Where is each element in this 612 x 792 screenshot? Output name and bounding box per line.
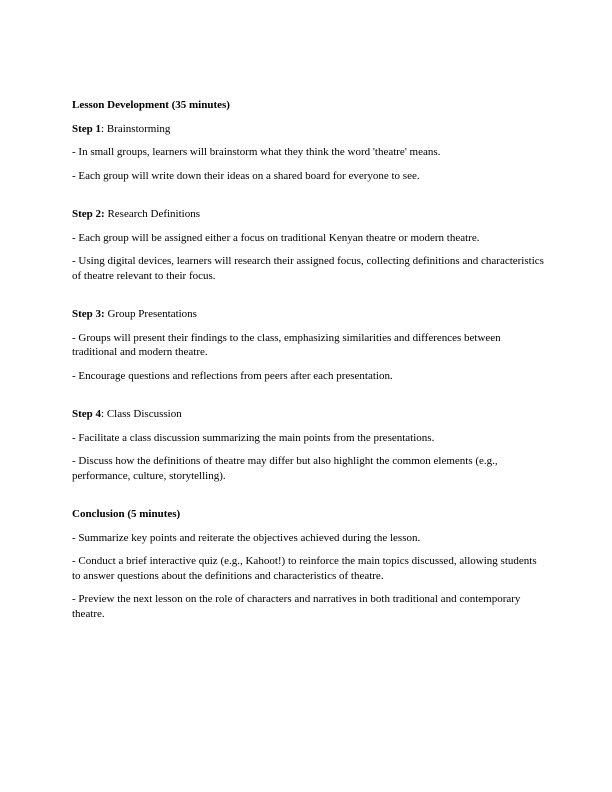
step-3-title: Group Presentations — [107, 308, 197, 320]
step-1-bullet-2: - Each group will write down their ideas on a shared board for everyone to see. — [72, 169, 420, 182]
conclusion-bullet-1: - Summarize key points and reiterate the objectives achieved during the lesson. — [72, 531, 421, 544]
step-2-bullet-1: - Each group will be assigned either a focus on traditional Kenyan theatre or modern theatre. — [72, 231, 480, 244]
step-3-label: Step 3: — [72, 308, 105, 320]
step-1-separator: : — [101, 122, 107, 135]
step-1-title: Brainstorming — [106, 122, 171, 135]
step-4-title: Class Discussion — [106, 408, 182, 420]
step-2-label: Step 2: — [72, 208, 105, 220]
conclusion-bullet-2: - Conduct a brief interactive quiz (e.g., Kahoot!) to reinforce the main topics discussed, allowing students to answer questions about the definitions and characteristics of theatre. — [72, 555, 537, 582]
conclusion-heading: Conclusion (5 minutes) — [72, 508, 181, 520]
step-3-bullet-1: - Groups will present their findings to the class, emphasizing similarities and differences between traditional and modern theatre. — [72, 331, 501, 358]
step-4-heading — [72, 407, 544, 422]
step-4-label: Step 4 — [72, 408, 102, 420]
conclusion-bullet-3: - Preview the next lesson on the role of characters and narratives in both traditional and contemporary theatre. — [72, 593, 521, 620]
step-4-separator: : — [101, 408, 107, 420]
step-1-label: Step 1 — [72, 122, 102, 135]
step-1-bullet-1: - In small groups, learners will brainstorm what they think the word 'theatre' means. — [72, 146, 441, 158]
step-2-heading — [72, 207, 544, 222]
step-3-bullet-2: - Encourage questions and reflections from peers after each presentation. — [72, 369, 393, 382]
step-2-title: Research Definitions — [107, 208, 201, 220]
step-4-bullet-1: - Facilitate a class discussion summarizing the main points from the presentations. — [72, 431, 435, 444]
lesson-development-heading: Lesson Development (35 minutes) — [72, 99, 230, 111]
step-1-heading — [72, 122, 544, 137]
document-page — [72, 98, 544, 621]
step-4-bullet-2: - Discuss how the definitions of theatre may differ but also highlight the common elements (e.g., performance, culture, storytelling). — [72, 455, 498, 482]
step-3-heading — [72, 307, 544, 322]
step-2-bullet-2: - Using digital devices, learners will research their assigned focus, collecting definitions and characteristics of theatre relevant to their focus. — [72, 255, 544, 282]
